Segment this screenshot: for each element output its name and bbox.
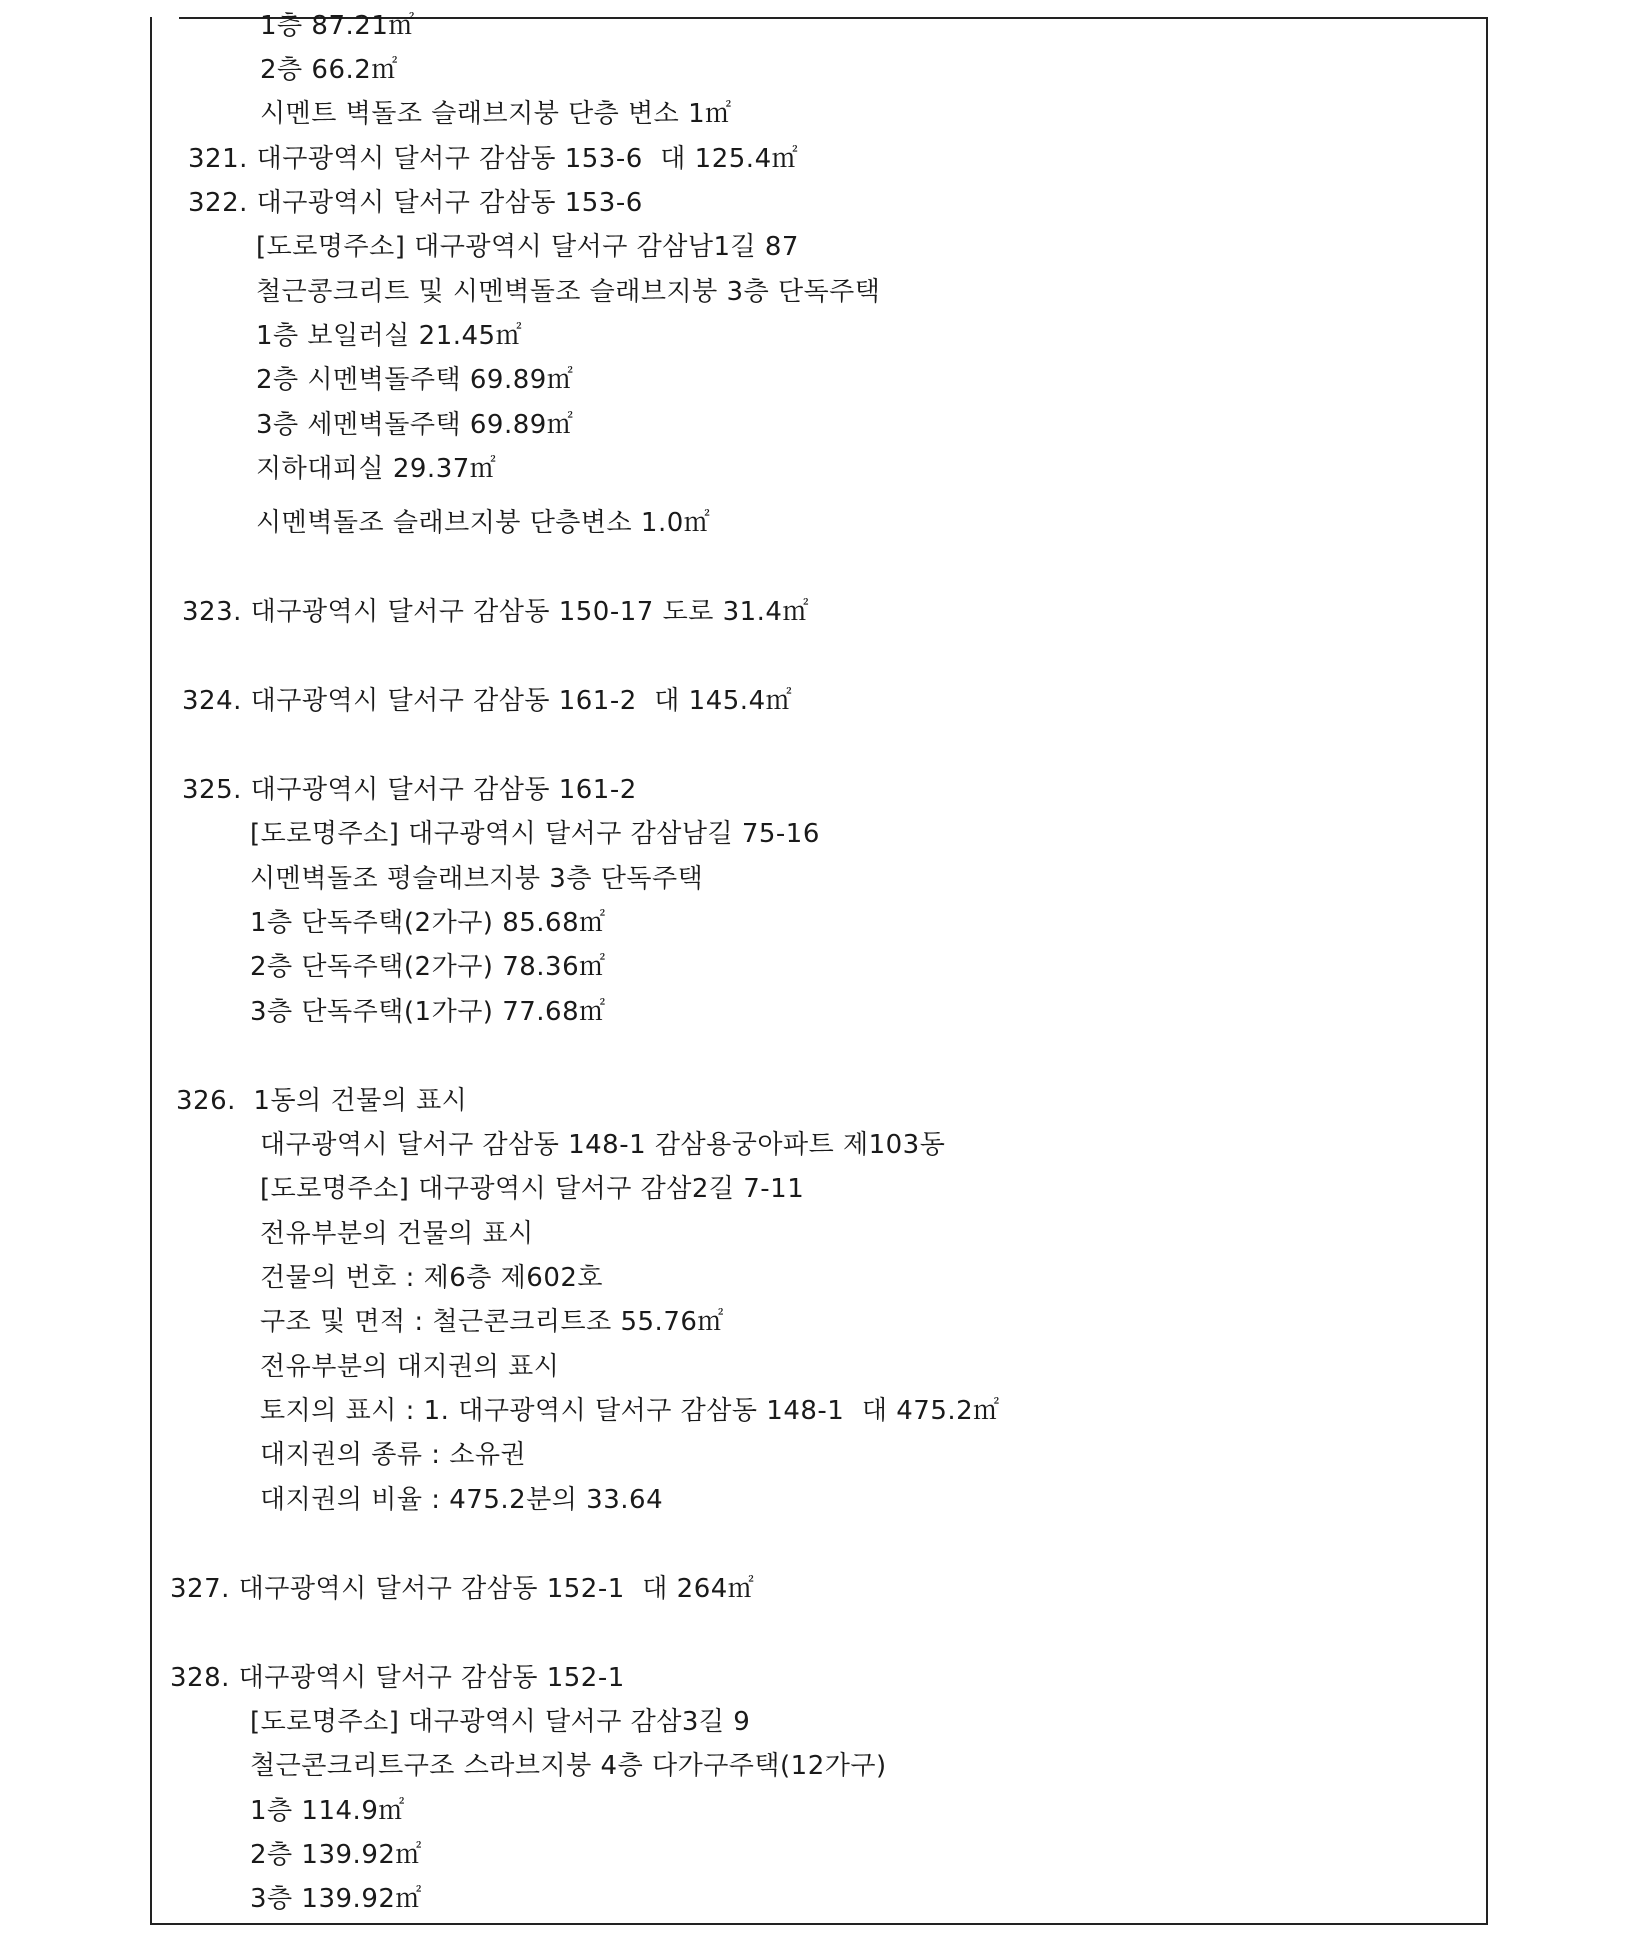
text-line: 전유부분의 대지권의 표시 [260,1352,560,1382]
text-line: [도로명주소] 대구광역시 달서구 감삼남1길 87 [256,232,799,262]
text-line: [도로명주소] 대구광역시 달서구 감삼3길 9 [250,1707,751,1737]
text-line: 시멘벽돌조 평슬래브지붕 3층 단독주택 [250,864,704,894]
text-line: 철근콩크리트 및 시멘벽돌조 슬래브지붕 3층 단독주택 [256,277,881,307]
text-line: 328. 대구광역시 달서구 감삼동 152-1 [170,1663,625,1693]
text-line: [도로명주소] 대구광역시 달서구 감삼남길 75-16 [250,819,820,849]
text-line: 1층 단독주택(2가구) 85.68㎡ [250,908,606,938]
text-line: 대지권의 비율 : 475.2분의 33.64 [260,1485,664,1515]
text-line: 전유부분의 건물의 표시 [260,1219,534,1249]
text-line: 시멘트 벽돌조 슬래브지붕 단층 변소 1㎡ [260,99,732,129]
text-line: 2층 66.2㎡ [260,55,398,85]
text-line: 324. 대구광역시 달서구 감삼동 161-2 대 145.4㎡ [182,686,793,716]
text-line: 326. 1동의 건물의 표시 [176,1086,468,1116]
text-line: 321. 대구광역시 달서구 감삼동 153-6 대 125.4㎡ [188,144,799,174]
text-line: 3층 단독주택(1가구) 77.68㎡ [250,997,606,1027]
text-line: 구조 및 면적 : 철근콘크리트조 55.76㎡ [260,1307,724,1337]
text-line: [도로명주소] 대구광역시 달서구 감삼2길 7-11 [260,1174,805,1204]
text-line: 철근콘크리트구조 스라브지붕 4층 다가구주택(12가구) [250,1751,887,1781]
text-line: 1층 보일러실 21.45㎡ [256,321,523,351]
text-line: 건물의 번호 : 제6층 제602호 [260,1263,604,1293]
text-line: 2층 139.92㎡ [250,1840,422,1870]
text-line: 2층 단독주택(2가구) 78.36㎡ [250,952,606,982]
text-line: 1층 114.9㎡ [250,1796,405,1826]
text-line: 지하대피실 29.37㎡ [256,454,497,484]
text-line: 3층 세멘벽돌주택 69.89㎡ [256,410,574,440]
text-line: 3층 139.92㎡ [250,1884,422,1914]
text-line: 시멘벽돌조 슬래브지붕 단층변소 1.0㎡ [256,508,711,538]
text-line: 1층 87.21㎡ [260,11,415,41]
text-line: 322. 대구광역시 달서구 감삼동 153-6 [188,188,643,218]
text-line: 327. 대구광역시 달서구 감삼동 152-1 대 264㎡ [170,1574,755,1604]
text-line: 대구광역시 달서구 감삼동 148-1 감삼용궁아파트 제103동 [260,1130,946,1160]
text-line: 325. 대구광역시 달서구 감삼동 161-2 [182,775,637,805]
text-line: 대지권의 종류 : 소유권 [260,1440,527,1470]
text-line: 2층 시멘벽돌주택 69.89㎡ [256,365,574,395]
text-line: 토지의 표시 : 1. 대구광역시 달서구 감삼동 148-1 대 475.2㎡ [260,1396,1000,1426]
text-line: 323. 대구광역시 달서구 감삼동 150-17 도로 31.4㎡ [182,597,809,627]
